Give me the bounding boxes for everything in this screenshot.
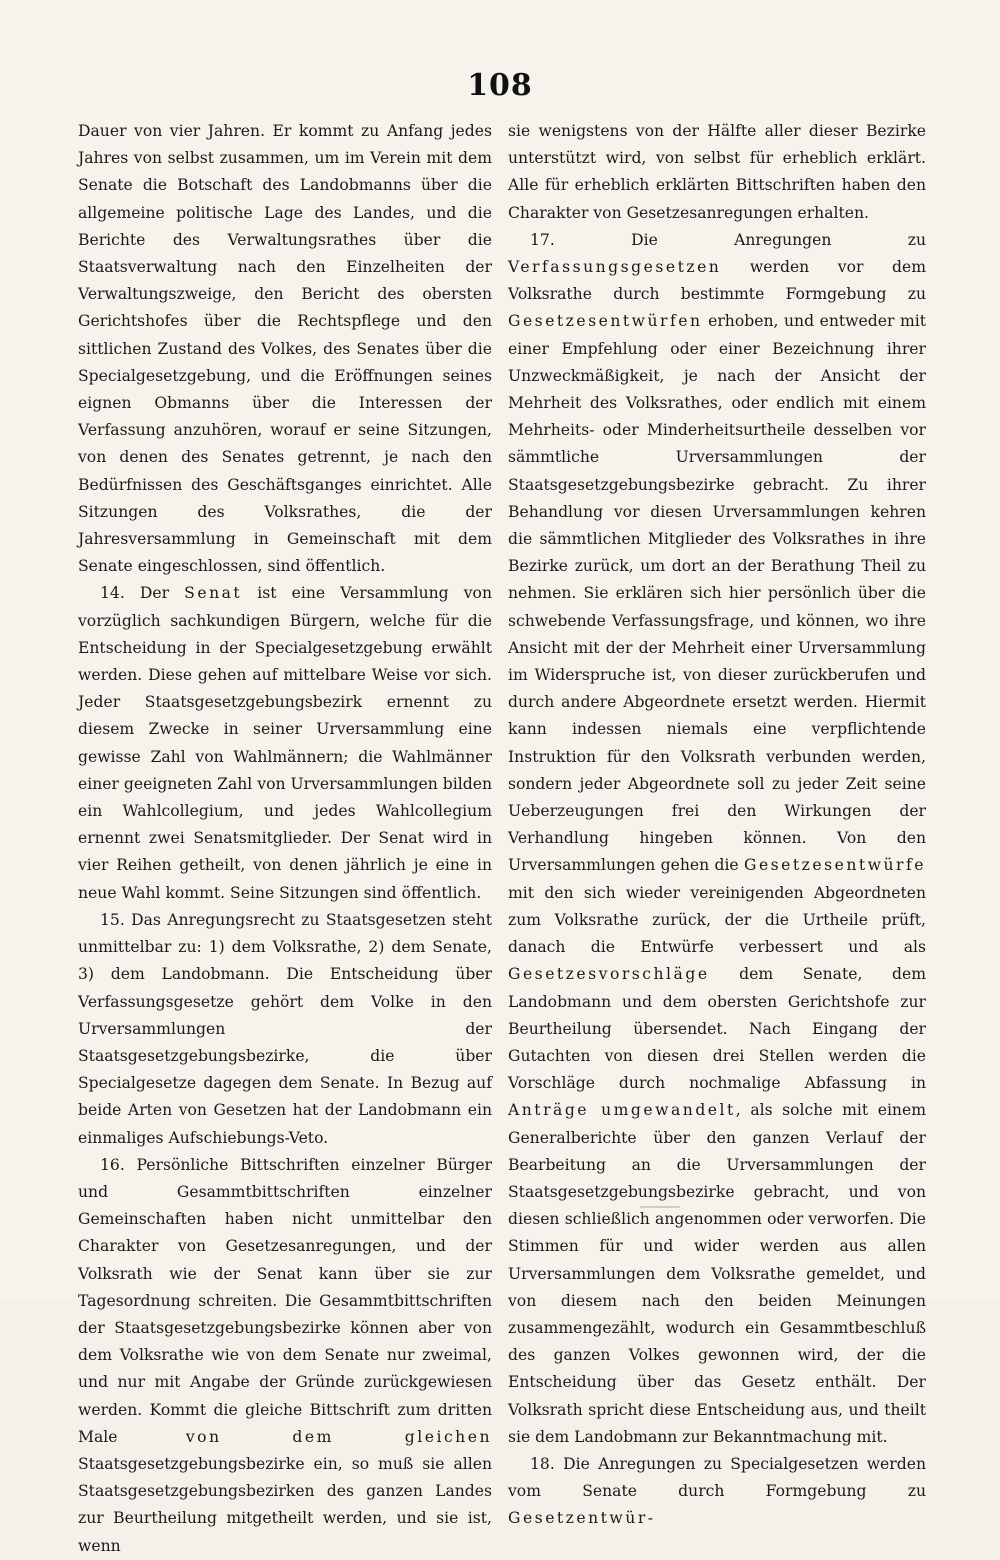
paragraph-17-text-c: erhoben, und entweder mit einer Empfehlung oder einer Bezeichnung ihrer Unzweckmäßigkeit, je nach der Ansicht der Mehrheit des Volksrathes, oder endlich mit einem Mehrheits- oder Minderheitsurtheile desselben vor sämmtliche Urversammlungen der Staatsgesetzgebungsbezirke gebracht. Zu ihrer Behandlung vor diesen Urversammlungen kehren die sämmtlichen Mitglieder des Volksrathes in ihre Bezirke zurück, um dort an der Berathung Theil zu nehmen. Sie erklären sich hier persönlich über die schwebende Verfassungsfrage, und können, wo ihre Ansicht mit der der Mehrheit einer Urversammlung im Widerspruche ist, von dieser zurückberufen und durch andere Abgeordnete ersetzt werden. Hiermit kann indessen niemals eine verpflichtende Instruktion für den Volksrath verbunden werden, sondern jeder Abgeordnete soll zu jeder Zeit seine Ueberzeugungen frei den Wirkungen der Verhandlung hingeben können. Von den Urversammlungen gehen die	[508, 312, 926, 875]
paragraph-18-text-a: 18. Die Anregungen zu Specialgesetzen werden vom Senate durch Formgebung zu	[508, 1454, 926, 1501]
paragraph-17-text-f: , als solche mit einem Generalberichte über den ganzen Verlauf der Bearbeitung an die Urversammlungen der Staatsgesetzgebungsbezirke gebracht, und von diesen schließlich angenommen oder verworfen. Die Stimmen für und wider werden aus allen Urversammlungen dem Volksrathe gemeldet, und von diesem nach den beiden Meinungen zusammengezählt, wodurch ein Gesammtbeschluß des ganzen Volkes gewonnen wird, der die Entscheidung über das Gesetz enthält. Der Volksrath spricht diese Entscheidung aus, und theilt sie dem Landobmann zur Bekanntmachung mit.	[508, 1101, 926, 1446]
paragraph-14	[78, 580, 492, 906]
paragraph-17-emphasis-2: Gesetzesentwürfen	[508, 312, 703, 331]
right-column	[508, 118, 926, 1533]
left-column	[78, 118, 492, 1560]
page-number: 108	[467, 68, 533, 103]
paragraph-14-emphasis: Senat	[184, 584, 243, 603]
paragraph-15: 15. Das Anregungsrecht zu Staatsgesetzen steht unmittelbar zu: 1) dem Volksrathe, 2) dem Senate, 3) dem Landobmann. Die Entscheidung über Verfassungsgesetze gehört dem Volke in den Urversammlungen der Staatsgesetzgebungsbezirke, die über Specialgesetze dagegen dem Senate. In Bezug auf beide Arten von Gesetzen hat der Landobmann ein einmaliges Aufschiebungs-Veto.	[78, 910, 492, 1147]
paragraph-18-emphasis: Gesetzentwür-	[508, 1509, 656, 1528]
column-divider	[500, 120, 501, 1190]
footer-mark	[640, 1206, 680, 1208]
paragraph-18	[508, 1451, 926, 1533]
paragraph-17	[508, 227, 926, 1451]
paragraph-17-emphasis-3: Gesetzesentwürfe	[743, 856, 926, 875]
paragraph-16-continuation: sie wenigstens von der Hälfte aller dieser Bezirke unterstützt wird, von selbst für erheblich erklärt. Alle für erheblich erklärten Bittschriften haben den Charakter von Gesetzesanregungen erhalten.	[508, 122, 926, 222]
paragraph-16-text-b: Staatsgesetzgebungsbezirke ein, so muß sie allen Staatsgesetzgebungsbezirken des ganzen Landes zur Beurtheilung mitgetheilt werden, und sie ist, wenn	[78, 1454, 492, 1555]
paragraph-16	[78, 1152, 492, 1560]
paragraph-17-text-e: dem Senate, dem Landobmann und dem obersten Gerichtshofe zur Beurtheilung übersendet. Nach Eingang der Gutachten von diesen drei Stellen werden die Vorschläge durch nochmalige Abfassung in	[508, 965, 926, 1093]
paragraph-17-text-d: mit den sich wieder vereinigenden Abgeordneten zum Volksrathe zurück, der die Urtheile prüft, danach die Entwürfe verbessert und als	[508, 883, 926, 957]
paragraph-14-text-a: 14. Der	[100, 584, 185, 603]
paragraph-17-emphasis-4: Gesetzesvorschläge	[508, 965, 710, 984]
paragraph-17-text-a: 17. Die Anregungen zu	[530, 230, 926, 249]
paragraph-17-emphasis-5: Anträge umgewandelt	[508, 1101, 736, 1120]
paragraph-17-emphasis-1: Verfassungsgesetzen	[508, 258, 722, 277]
paragraph-16-text-a: 16. Persönliche Bittschriften einzelner Bürger und Gesammtbittschriften einzelner Gemeinschaften haben nicht unmittelbar den Charakter von Gesetzesanregungen, und der Volksrath wie der Senat kann über sie zur Tagesordnung schreiten. Die Gesammtbittschriften der Staatsgesetzgebungsbezirke können aber von dem Volksrathe wie von dem Senate nur zweimal, und nur mit Angabe der Gründe zurückgewiesen werden. Kommt die gleiche Bittschrift zum dritten Male	[78, 1155, 492, 1446]
paragraph-14-text-b: ist eine Versammlung von vorzüglich sachkundigen Bürgern, welche für die Entscheidung in der Specialgesetzgebung erwählt werden. Diese gehen auf mittelbare Weise vor sich. Jeder Staatsgesetzgebungsbezirk ernennt zu diesem Zwecke in seiner Urversammlung eine gewisse Zahl von Wahlmännern; die Wahlmänner einer geeigneten Zahl von Urversammlungen bilden ein Wahlcollegium, und jedes Wahlcollegium ernennt zwei Senatsmitglieder. Der Senat wird in vier Reihen getheilt, von denen jährlich je eine in neue Wahl kommt. Seine Sitzungen sind öffentlich.	[78, 584, 492, 902]
paragraph-16-emphasis: von dem gleichen	[185, 1427, 492, 1446]
paragraph-17-text-b: werden vor dem Volksrathe durch bestimmte Formgebung zu	[508, 258, 926, 304]
paragraph-continuation: Dauer von vier Jahren. Er kommt zu Anfang jedes Jahres von selbst zusammen, um im Verein mit dem Senate die Botschaft des Landobmanns über die allgemeine politische Lage des Landes, und die Berichte des Verwaltungsrathes über die Staatsverwaltung nach den Einzelheiten der Verwaltungszweige, den Bericht des obersten Gerichtshofes über die Rechtspflege und den sittlichen Zustand des Volkes, des Senates über die Specialgesetzgebung, und die Eröffnungen seines eignen Obmanns über die Interessen der Verfassung anzuhören, worauf er seine Sitzungen, von denen des Senates getrennt, je nach den Bedürfnissen des Geschäftsganges einrichtet. Alle Sitzungen des Volksrathes, die der Jahresversammlung in Gemeinschaft mit dem Senate eingeschlossen, sind öffentlich.	[78, 122, 492, 576]
